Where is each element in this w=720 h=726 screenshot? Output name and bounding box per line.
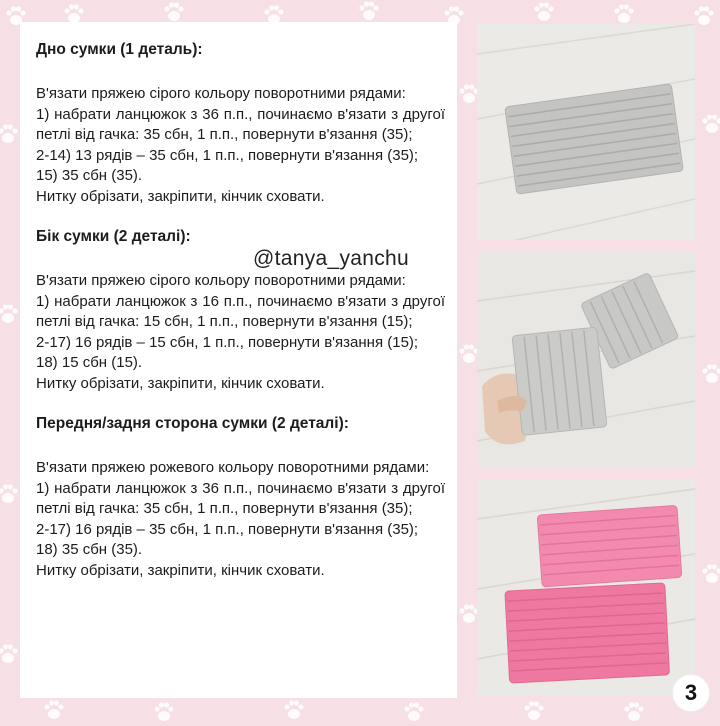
instruction-line: В'язати пряжею рожевого кольору поворотними рядами: bbox=[36, 459, 430, 476]
instruction-line: Нитку обрізати, закріпити, кінчик сховати. bbox=[36, 374, 325, 392]
author-handle: @tanya_yanchu bbox=[253, 247, 409, 270]
paw-print-icon bbox=[698, 560, 720, 588]
instruction-line: 2-17) 16 рядів – 35 сбн, 1 п.п., повернути в'язання (35); bbox=[36, 520, 419, 538]
paw-print-icon bbox=[520, 697, 548, 725]
paw-print-icon bbox=[0, 480, 22, 508]
paw-print-icon bbox=[698, 110, 720, 138]
instruction-line: 1) набрати ланцюжок з 36 п.п., починаємо в'язати з другої петлі від гачка: 35 сбн, 1 п.п., повернути в'язання (35); bbox=[36, 105, 445, 143]
instruction-line: 1) набрати ланцюжок з 36 п.п., починаємо в'язати з другої петлі від гачка: 35 сбн, 1 п.п., повернути в'язання (35); bbox=[36, 479, 445, 517]
paw-print-icon bbox=[530, 0, 558, 26]
page-number-badge: 3 bbox=[672, 674, 710, 712]
instruction-line: Нитку обрізати, закріпити, кінчик сховати. bbox=[36, 561, 325, 579]
paw-print-icon bbox=[0, 300, 22, 328]
instruction-line: В'язати пряжею сірого кольору поворотними рядами: bbox=[36, 85, 406, 102]
section-body bbox=[36, 271, 445, 394]
instruction-line: 2-17) 16 рядів – 15 сбн, 1 п.п., повернути в'язання (15); bbox=[36, 333, 419, 351]
paw-print-icon bbox=[400, 698, 428, 726]
instruction-line: 18) 35 сбн (35). bbox=[36, 541, 143, 558]
instructions-panel bbox=[20, 22, 457, 698]
paw-print-icon bbox=[620, 698, 648, 726]
instruction-line: В'язати пряжею сірого кольору поворотними рядами: bbox=[36, 272, 406, 289]
section-title: Дно сумки (1 деталь): bbox=[36, 41, 203, 58]
instruction-line: Нитку обрізати, закріпити, кінчик сховати. bbox=[36, 187, 325, 205]
paw-print-icon bbox=[698, 360, 720, 388]
section-front-back bbox=[36, 414, 445, 581]
instruction-line: 1) набрати ланцюжок з 16 п.п., починаємо в'язати з другої петлі від гачка: 15 сбн, 1 п.п., повернути в'язання (15); bbox=[36, 292, 445, 330]
paw-print-icon bbox=[0, 120, 22, 148]
instruction-line: 2-14) 13 рядів – 35 сбн, 1 п.п., повернути в'язання (35); bbox=[36, 146, 419, 164]
section-bottom bbox=[36, 40, 445, 207]
paw-print-icon bbox=[150, 698, 178, 726]
photo-gray-bottom-piece bbox=[477, 24, 695, 240]
photo-pink-front-back-pieces bbox=[477, 479, 695, 695]
instruction-line: 18) 15 сбн (15). bbox=[36, 354, 143, 371]
instruction-line: 15) 35 сбн (35). bbox=[36, 167, 143, 184]
paw-print-icon bbox=[0, 640, 22, 668]
section-body bbox=[36, 84, 445, 207]
section-body bbox=[36, 458, 445, 581]
photo-gray-side-pieces bbox=[477, 251, 695, 467]
section-title: Бік сумки (2 деталі): bbox=[36, 228, 191, 245]
section-title: Передня/задня сторона сумки (2 деталі): bbox=[36, 415, 349, 432]
